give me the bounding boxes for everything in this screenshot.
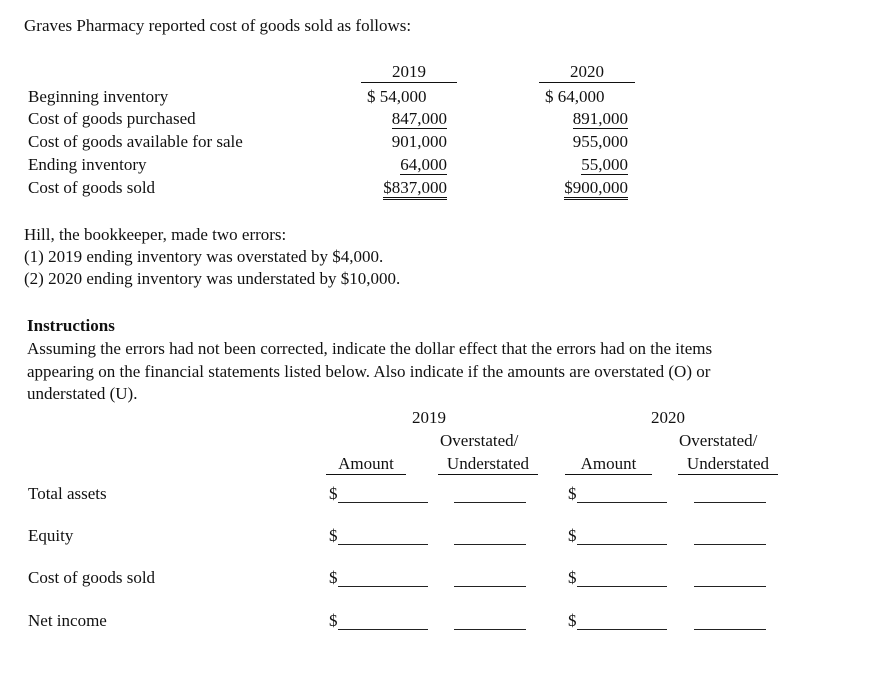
answer-row-label: Total assets	[28, 484, 107, 503]
dollar-sign: $	[329, 484, 338, 503]
cropped-top-text	[0, 0, 881, 6]
amount-2020-input[interactable]	[577, 586, 667, 587]
ou-2019-input[interactable]	[454, 502, 526, 503]
cogs-value-2019: $837,000	[383, 178, 447, 200]
ou-2019-input[interactable]	[454, 629, 526, 630]
dollar-sign: $	[568, 611, 577, 630]
answer-row-label: Net income	[28, 611, 107, 630]
cogs-value-2020: $ 64,000	[545, 87, 605, 106]
answer-row-label: Equity	[28, 526, 74, 545]
cogs-value-2019: $ 54,000	[367, 87, 427, 106]
amount-2020-input[interactable]	[577, 502, 667, 503]
errors-intro: Hill, the bookkeeper, made two errors:	[24, 225, 287, 244]
amount-2019-input[interactable]	[338, 586, 428, 587]
answer-row-label: Cost of goods sold	[28, 568, 156, 587]
ou-2019-input[interactable]	[454, 544, 526, 545]
error-item: (1) 2019 ending inventory was overstated by $4,000.	[24, 247, 384, 266]
cogs-row-label: Ending inventory	[28, 155, 147, 174]
amount-2019-input[interactable]	[338, 629, 428, 630]
intro-text: Graves Pharmacy reported cost of goods sold as follows:	[24, 16, 412, 35]
dollar-sign: $	[568, 568, 577, 587]
dollar-sign: $	[329, 568, 338, 587]
ou-2020-input[interactable]	[694, 544, 766, 545]
instructions-text: Assuming the errors had not been corrected, indicate the dollar effect that the errors had on the items	[27, 339, 713, 358]
cogs-row-label: Cost of goods available for sale	[28, 132, 243, 151]
cogs-value-2019: 64,000	[400, 155, 447, 174]
instructions-text: understated (U).	[27, 384, 138, 403]
header-amount: Amount	[326, 454, 406, 475]
dollar-sign: $	[329, 611, 338, 630]
ou-2020-input[interactable]	[694, 586, 766, 587]
amount-2020-input[interactable]	[577, 544, 667, 545]
header-understated: Understated	[678, 454, 778, 475]
cogs-value-2020: 955,000	[572, 132, 628, 151]
cogs-value-2020: $900,000	[564, 178, 628, 200]
cogs-row-label: Cost of goods sold	[28, 178, 156, 197]
instructions-text: appearing on the financial statements listed below. Also indicate if the amounts are overstated (O) or	[27, 362, 711, 381]
dollar-sign: $	[568, 484, 577, 503]
cogs-value-2020: 55,000	[581, 155, 628, 174]
cogs-value-2019: 901,000	[391, 132, 447, 151]
cogs-header-2019: 2019	[361, 62, 457, 83]
instructions-heading: Instructions	[27, 316, 115, 335]
answer-year-2020: 2020	[651, 408, 685, 427]
ou-2020-input[interactable]	[694, 629, 766, 630]
ou-2020-input[interactable]	[694, 502, 766, 503]
amount-2020-input[interactable]	[577, 629, 667, 630]
header-overstated: Overstated/	[679, 431, 758, 450]
cogs-value-2020: 891,000	[572, 109, 628, 128]
error-item: (2) 2020 ending inventory was understated by $10,000.	[24, 269, 401, 288]
header-amount: Amount	[565, 454, 652, 475]
dollar-sign: $	[568, 526, 577, 545]
cogs-value-2019: 847,000	[391, 109, 447, 128]
header-understated: Understated	[438, 454, 538, 475]
answer-year-2019: 2019	[412, 408, 446, 427]
amount-2019-input[interactable]	[338, 502, 428, 503]
dollar-sign: $	[329, 526, 338, 545]
header-overstated: Overstated/	[440, 431, 519, 450]
ou-2019-input[interactable]	[454, 586, 526, 587]
amount-2019-input[interactable]	[338, 544, 428, 545]
cogs-header-2020: 2020	[539, 62, 635, 83]
cogs-row-label: Cost of goods purchased	[28, 109, 196, 128]
cogs-row-label: Beginning inventory	[28, 87, 169, 106]
